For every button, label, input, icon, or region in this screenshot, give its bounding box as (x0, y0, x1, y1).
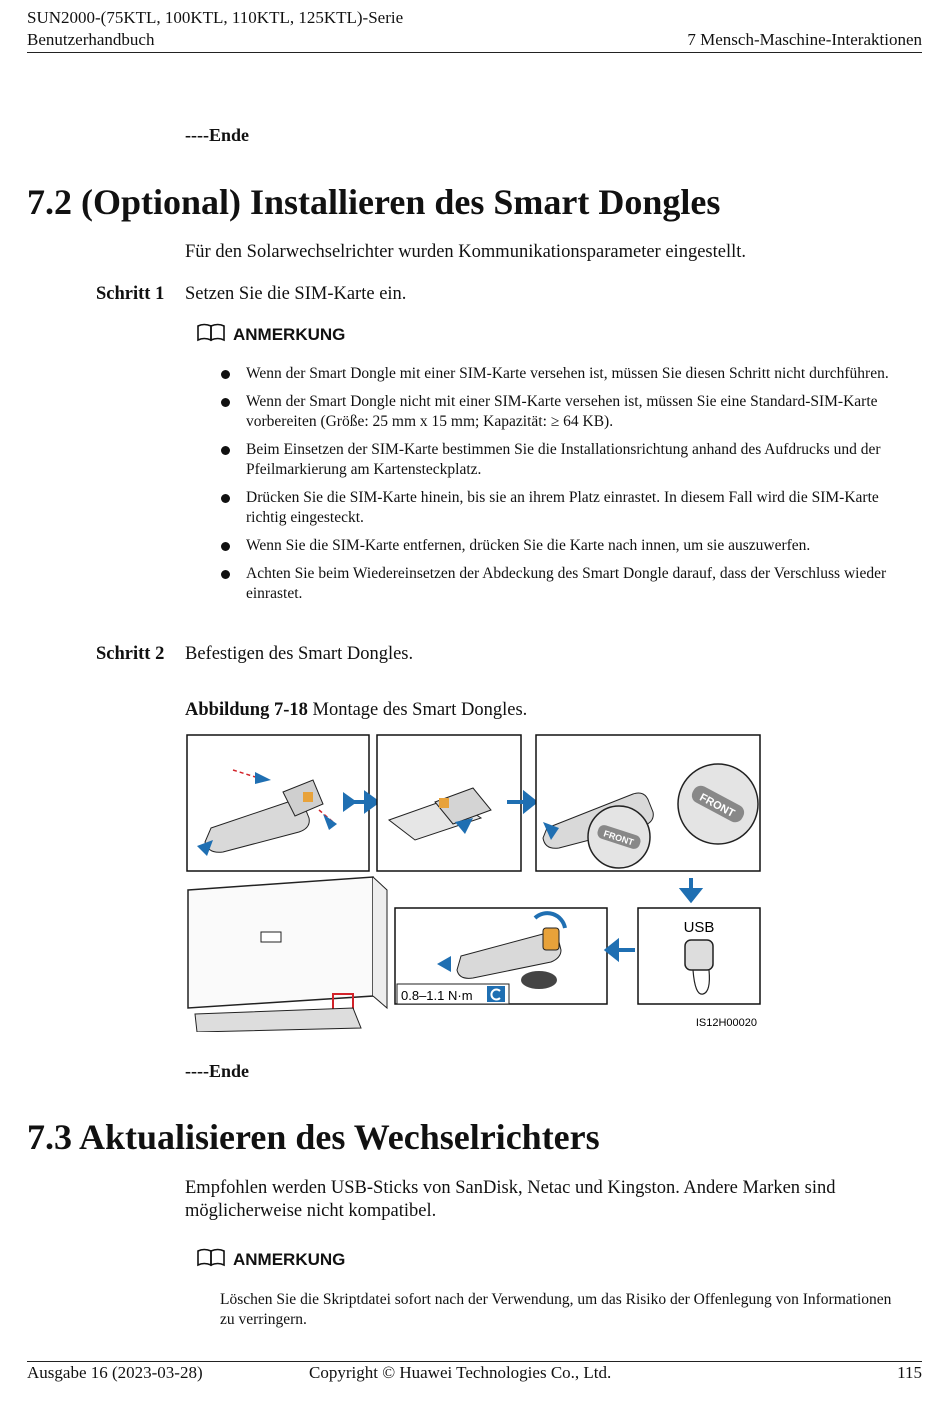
arrow-left-icon (607, 942, 635, 958)
header-title-manual: Benutzerhandbuch (27, 30, 155, 49)
header-chapter: 7 Mensch-Maschine-Interaktionen (687, 30, 922, 49)
figure-label: Abbildung 7-18 (185, 700, 308, 720)
note-item: Beim Einsetzen der SIM-Karte bestimmen Sie die Installationsrichtung anhand des Aufdrucks und der Pfeilmarkierung am Kartensteckplatz. (220, 440, 910, 480)
footer-page-number: 115 (897, 1363, 922, 1382)
note-heading-2 (196, 1247, 345, 1272)
footer-copyright: Copyright © Huawei Technologies Co., Ltd. (309, 1363, 612, 1382)
note-label: ANMERKUNG (233, 1249, 346, 1269)
figure-caption-text: Montage des Smart Dongles. (312, 700, 528, 720)
section-73-note-text: Löschen Sie die Skriptdatei sofort nach der Verwendung, um das Risiko der Offenlegung von Informationen zu verringern. (220, 1291, 892, 1328)
panel-usb (638, 908, 760, 1004)
end-marker-top: ----Ende (185, 125, 249, 145)
section-72-intro: Für den Solarwechselrichter wurden Kommunikationsparameter eingestellt. (185, 242, 746, 262)
panel-insert-sim (187, 735, 369, 871)
header-title-series: SUN2000-(75KTL, 100KTL, 110KTL, 125KTL)-Serie (27, 8, 404, 27)
note-label: ANMERKUNG (233, 324, 346, 344)
note-item: Drücken Sie die SIM-Karte hinein, bis sie an ihrem Platz einrastet. In diesem Fall wird die SIM-Karte richtig eingesteckt. (220, 488, 910, 528)
front-label-small: FRONT (602, 828, 635, 848)
dongle-mounting-figure (183, 732, 765, 1032)
step-1-text: Setzen Sie die SIM-Karte ein. (185, 284, 407, 304)
note-heading-1 (196, 322, 345, 347)
section-73-intro: Empfohlen werden USB-Sticks von SanDisk, Netac und Kingston. Andere Marken sind möglicherweise nicht kompatibel. (185, 1178, 836, 1221)
panel-front-marking (536, 735, 760, 871)
header-rule (27, 52, 922, 53)
note-item: Wenn der Smart Dongle mit einer SIM-Karte versehen ist, müssen Sie diesen Schritt nicht durchführen. (220, 364, 910, 384)
book-icon (196, 322, 226, 347)
step-2-text: Befestigen des Smart Dongles. (185, 644, 414, 664)
footer-rule (27, 1361, 922, 1362)
end-marker-bottom: ----Ende (185, 1061, 249, 1081)
step-1-label: Schritt 1 (96, 284, 165, 304)
panel-tighten (395, 908, 607, 1004)
note-item: Wenn Sie die SIM-Karte entfernen, drücken Sie die Karte nach innen, um sie auszuwerfen. (220, 536, 910, 556)
note-item: Achten Sie beim Wiedereinsetzen der Abdeckung des Smart Dongle darauf, dass der Verschluss wieder einrastet. (220, 564, 910, 604)
section-73-title: 7.3 Aktualisieren des Wechselrichters (27, 1117, 600, 1157)
figure-caption (185, 699, 527, 722)
book-icon (196, 1247, 226, 1272)
figure-id: IS12H00020 (695, 1017, 757, 1029)
front-label-large: FRONT (697, 791, 737, 820)
usb-label: USB (683, 919, 715, 936)
step-2-label: Schritt 2 (96, 644, 165, 664)
note-item: Wenn der Smart Dongle nicht mit einer SIM-Karte versehen ist, müssen Sie eine Standard-SIM-Karte vorbereiten (Größe: 25 mm x 15 mm; Kapazität: ≥ 64 KB). (220, 392, 910, 432)
section-72-title: 7.2 (Optional) Installieren des Smart Dongles (27, 182, 721, 222)
panel-inverter (188, 877, 387, 1032)
footer-edition: Ausgabe 16 (2023-03-28) (27, 1363, 203, 1382)
torque-label: 0.8–1.1 N·m (401, 988, 473, 1003)
arrow-down-icon (683, 878, 699, 900)
panel-sim-card (377, 735, 521, 871)
note-list (220, 364, 910, 612)
